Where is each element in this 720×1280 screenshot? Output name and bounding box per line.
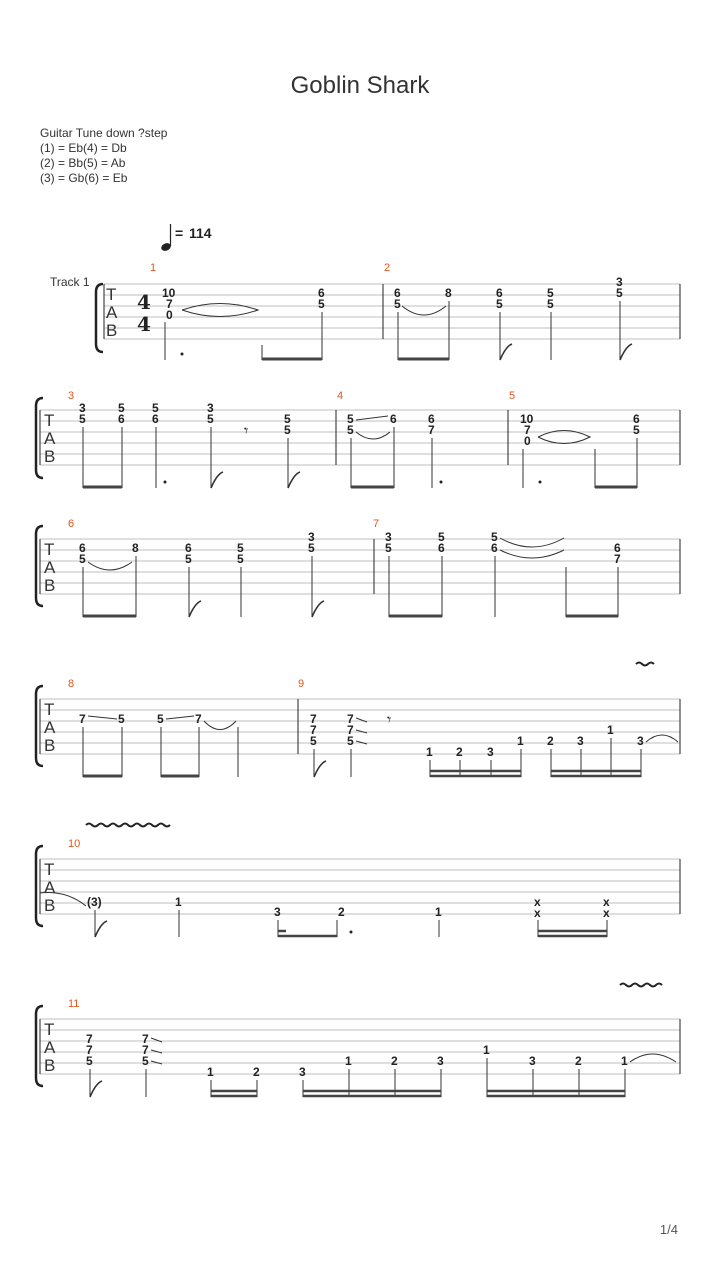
tab-letter: A bbox=[44, 1038, 56, 1057]
fret-number: 6 bbox=[390, 412, 397, 426]
fret-number: 5 bbox=[308, 541, 315, 555]
tab-letter: B bbox=[44, 576, 56, 595]
fret-number: 7 bbox=[195, 712, 202, 726]
fret-number: 2 bbox=[547, 734, 554, 748]
fret-number: 5 bbox=[491, 530, 498, 544]
fret-number: 5 bbox=[142, 1054, 149, 1068]
fret-number: 5 bbox=[79, 552, 86, 566]
fret-number: 5 bbox=[318, 297, 325, 311]
fret-number: 7 bbox=[614, 552, 621, 566]
fret-number: x bbox=[534, 895, 541, 909]
eighth-rest-icon: 𝄾 bbox=[244, 421, 249, 440]
fret-number: 3 bbox=[637, 734, 644, 748]
tab-letter: T bbox=[44, 1020, 55, 1039]
tab-system-1 bbox=[96, 262, 680, 360]
tab-system-3 bbox=[36, 518, 680, 617]
fret-number: 5 bbox=[237, 552, 244, 566]
fret-number: 3 bbox=[385, 530, 392, 544]
measure-number: 3 bbox=[68, 390, 75, 402]
fret-number: 6 bbox=[491, 541, 498, 555]
measure-number: 1 bbox=[150, 262, 157, 274]
fret-number: 7 bbox=[524, 423, 531, 437]
fret-number: 5 bbox=[438, 530, 445, 544]
fret-number: 6 bbox=[318, 286, 325, 300]
fret-number: 0 bbox=[524, 434, 531, 448]
fret-number: 5 bbox=[79, 412, 86, 426]
fret-number: 6 bbox=[496, 286, 503, 300]
track-label: Track 1 bbox=[50, 275, 90, 289]
measure-number: 7 bbox=[373, 518, 380, 530]
tab-letter: T bbox=[106, 285, 117, 304]
tab-letter: A bbox=[44, 558, 56, 577]
fret-number: 8 bbox=[445, 286, 452, 300]
tab-letter: A bbox=[106, 303, 118, 322]
fret-number: 6 bbox=[428, 412, 435, 426]
tab-letter: A bbox=[44, 718, 56, 737]
fret-number: 3 bbox=[577, 734, 584, 748]
fret-number: 6 bbox=[394, 286, 401, 300]
tempo-equals: = bbox=[175, 225, 184, 241]
fret-number: 7 bbox=[142, 1032, 149, 1046]
fret-number: 1 bbox=[175, 895, 182, 909]
page-number: 1/4 bbox=[659, 1222, 678, 1237]
fret-number: 5 bbox=[284, 423, 291, 437]
fret-number: 7 bbox=[428, 423, 435, 437]
measure-number: 9 bbox=[298, 678, 305, 690]
fret-number: 6 bbox=[185, 541, 192, 555]
fret-number: 5 bbox=[347, 423, 354, 437]
fret-number: 5 bbox=[237, 541, 244, 555]
fret-number: x bbox=[534, 906, 541, 920]
fret-number: 7 bbox=[86, 1043, 93, 1057]
fret-number: 7 bbox=[347, 723, 354, 737]
fret-number: 5 bbox=[185, 552, 192, 566]
fret-number: 1 bbox=[621, 1054, 628, 1068]
fret-number: 7 bbox=[86, 1032, 93, 1046]
fret-number: 6 bbox=[438, 541, 445, 555]
fret-number: 5 bbox=[496, 297, 503, 311]
fret-number: 1 bbox=[607, 723, 614, 737]
measure-number: 10 bbox=[68, 838, 81, 850]
time-signature-top: 4 bbox=[137, 290, 151, 314]
tuning-line: (1) = Eb(4) = Db bbox=[40, 141, 127, 155]
fret-number: 1 bbox=[517, 734, 524, 748]
fret-number: 7 bbox=[166, 297, 173, 311]
fret-number: 3 bbox=[529, 1054, 536, 1068]
eighth-rest-icon: 𝄾 bbox=[387, 710, 392, 729]
tab-letter: T bbox=[44, 411, 55, 430]
fret-number: 7 bbox=[310, 723, 317, 737]
tuning-line: (3) = Gb(6) = Eb bbox=[40, 171, 128, 185]
fret-number: 5 bbox=[86, 1054, 93, 1068]
vibrato-icon bbox=[86, 824, 170, 827]
fret-number: 3 bbox=[207, 401, 214, 415]
fret-number: 6 bbox=[633, 412, 640, 426]
fret-number: 3 bbox=[274, 905, 281, 919]
measure-number: 4 bbox=[337, 390, 344, 402]
time-signature-bottom: 4 bbox=[137, 312, 151, 336]
fret-number: 6 bbox=[79, 541, 86, 555]
fret-number: 7 bbox=[142, 1043, 149, 1057]
tab-letter: T bbox=[44, 700, 55, 719]
fret-number: 5 bbox=[284, 412, 291, 426]
tab-letter: B bbox=[44, 736, 56, 755]
fret-number: 5 bbox=[547, 297, 554, 311]
fret-number: 5 bbox=[394, 297, 401, 311]
fret-number: 5 bbox=[310, 734, 317, 748]
tab-system-4 bbox=[36, 663, 680, 778]
tuning-heading: Guitar Tune down ?step bbox=[40, 126, 168, 140]
measure-number: 8 bbox=[68, 678, 75, 690]
fret-number: 0 bbox=[166, 308, 173, 322]
tab-system-5 bbox=[36, 824, 680, 938]
fret-number: 1 bbox=[345, 1054, 352, 1068]
fret-number: 5 bbox=[207, 412, 214, 426]
tab-letter: T bbox=[44, 860, 55, 879]
fret-number: 6 bbox=[152, 412, 159, 426]
fret-number: 2 bbox=[391, 1054, 398, 1068]
fret-number: 2 bbox=[338, 905, 345, 919]
tempo-value: 114 bbox=[189, 225, 212, 241]
fret-number: 7 bbox=[347, 712, 354, 726]
fret-number: 7 bbox=[310, 712, 317, 726]
fret-number: 5 bbox=[633, 423, 640, 437]
measure-number: 11 bbox=[68, 998, 80, 1010]
tempo-marking bbox=[160, 224, 212, 252]
tab-system-2 bbox=[36, 390, 680, 488]
measure-number: 2 bbox=[384, 262, 391, 274]
tab-letter: B bbox=[106, 321, 118, 340]
vibrato-icon bbox=[620, 984, 662, 987]
fret-number: 5 bbox=[118, 401, 125, 415]
fret-number: 3 bbox=[308, 530, 315, 544]
fret-number: 6 bbox=[118, 412, 125, 426]
tuning-line: (2) = Bb(5) = Ab bbox=[40, 156, 126, 170]
fret-number: 3 bbox=[79, 401, 86, 415]
fret-number: 3 bbox=[299, 1065, 306, 1079]
fret-number: 1 bbox=[207, 1065, 214, 1079]
fret-number: 7 bbox=[79, 712, 86, 726]
tab-letter: T bbox=[44, 540, 55, 559]
fret-number: 5 bbox=[157, 712, 164, 726]
fret-number: 8 bbox=[132, 541, 139, 555]
fret-number: x bbox=[603, 895, 610, 909]
fret-number: 5 bbox=[547, 286, 554, 300]
fret-number: 6 bbox=[614, 541, 621, 555]
fret-number: 1 bbox=[483, 1043, 490, 1057]
tab-letter: A bbox=[44, 878, 56, 897]
song-title: Goblin Shark bbox=[290, 72, 430, 99]
tab-letter: B bbox=[44, 447, 56, 466]
tab-letter: B bbox=[44, 896, 56, 915]
fret-number: 3 bbox=[487, 745, 494, 759]
fret-number: 5 bbox=[616, 286, 623, 300]
fret-number: x bbox=[603, 906, 610, 920]
fret-number: 5 bbox=[347, 412, 354, 426]
fret-number: 2 bbox=[456, 745, 463, 759]
tab-letter: A bbox=[44, 429, 56, 448]
fret-number: 10 bbox=[162, 286, 176, 300]
fret-number: (3) bbox=[87, 895, 102, 909]
fret-number: 3 bbox=[437, 1054, 444, 1068]
fret-number: 1 bbox=[426, 745, 433, 759]
tab-letter: B bbox=[44, 1056, 56, 1075]
fret-number: 5 bbox=[385, 541, 392, 555]
fret-number: 10 bbox=[520, 412, 534, 426]
fret-number: 5 bbox=[152, 401, 159, 415]
measure-number: 5 bbox=[509, 390, 516, 402]
fret-number: 2 bbox=[575, 1054, 582, 1068]
fret-number: 1 bbox=[435, 905, 442, 919]
vibrato-icon bbox=[636, 663, 654, 666]
fret-number: 5 bbox=[347, 734, 354, 748]
fret-number: 2 bbox=[253, 1065, 260, 1079]
fret-number: 3 bbox=[616, 275, 623, 289]
fret-number: 5 bbox=[118, 712, 125, 726]
tab-system-6 bbox=[36, 984, 680, 1098]
measure-number: 6 bbox=[68, 518, 75, 530]
